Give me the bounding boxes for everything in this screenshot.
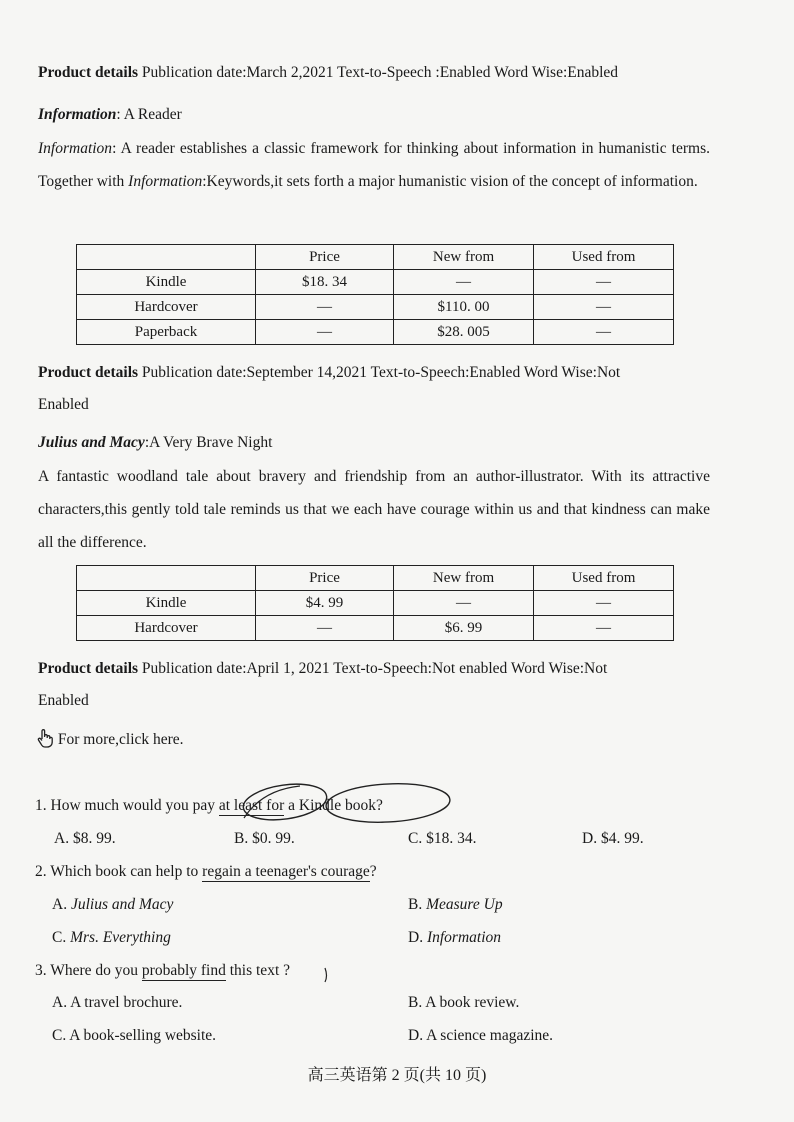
table-cell: Hardcover bbox=[77, 616, 256, 641]
price-table-julius-and-macy bbox=[76, 565, 674, 641]
option-letter: C. bbox=[52, 929, 67, 946]
option-3c[interactable]: C. A book-selling website. bbox=[52, 1027, 217, 1044]
desc-text-1: : A reader establishes a classic framework for thinking about information in humanistic terms. Together with bbox=[38, 140, 710, 190]
option-letter: D. bbox=[408, 929, 424, 946]
question-highlight: regain a teenager's courage bbox=[202, 863, 370, 880]
table-header: Price bbox=[256, 566, 394, 591]
pointing-hand-icon bbox=[36, 728, 54, 748]
option-2b[interactable] bbox=[408, 896, 503, 914]
table-header-row bbox=[77, 245, 674, 270]
more-link[interactable] bbox=[36, 728, 184, 749]
product-details-label: Product details bbox=[38, 64, 139, 81]
question-highlight: at least for bbox=[218, 797, 285, 814]
table-cell: — bbox=[256, 295, 394, 320]
option-2c[interactable] bbox=[52, 929, 171, 947]
product-details-2-cont: Enabled bbox=[38, 396, 89, 413]
question-stem-mid: a bbox=[284, 797, 299, 814]
question-2 bbox=[35, 863, 377, 881]
table-cell: — bbox=[394, 270, 534, 295]
product-details-2 bbox=[38, 364, 620, 382]
question-stem: 1. How much would you pay bbox=[35, 797, 219, 814]
question-1 bbox=[35, 797, 383, 815]
option-2a[interactable] bbox=[52, 896, 173, 914]
table-row bbox=[77, 270, 674, 295]
table-row bbox=[77, 320, 674, 345]
table-header: Used from bbox=[534, 566, 674, 591]
table-cell: — bbox=[534, 616, 674, 641]
table-header: New from bbox=[394, 566, 534, 591]
table-cell: $18. 34 bbox=[256, 270, 394, 295]
option-2d[interactable] bbox=[408, 929, 501, 947]
option-text: Julius and Macy bbox=[70, 896, 174, 913]
page-footer: 高三英语第 2 页(共 10 页) bbox=[307, 1067, 487, 1084]
question-stem: 2. Which book can help to bbox=[35, 863, 203, 880]
question-3 bbox=[35, 962, 290, 980]
table-cell: — bbox=[534, 270, 674, 295]
option-1c[interactable]: C. $18. 34. bbox=[408, 830, 477, 847]
table-header bbox=[77, 245, 256, 270]
desc-italic-2: Information bbox=[128, 173, 203, 190]
book-title-rest: : A Reader bbox=[116, 106, 182, 123]
table-row bbox=[77, 591, 674, 616]
product-details-label: Product details bbox=[38, 660, 139, 677]
more-link-text[interactable]: For more,click here. bbox=[57, 731, 184, 748]
book-title-label: Information bbox=[38, 106, 117, 123]
table-cell: — bbox=[534, 591, 674, 616]
table-row bbox=[77, 616, 674, 641]
option-1b[interactable]: B. $0. 99. bbox=[234, 830, 295, 847]
product-details-text: Publication date:April 1, 2021 Text-to-Speech:Not enabled Word Wise:Not bbox=[141, 660, 608, 677]
pen-stroke bbox=[325, 968, 327, 982]
option-letter: B. bbox=[408, 896, 423, 913]
question-stem-end: this text ? bbox=[225, 962, 291, 979]
table-cell: — bbox=[394, 591, 534, 616]
table-cell: $4. 99 bbox=[256, 591, 394, 616]
option-text: Information bbox=[426, 929, 502, 946]
table-cell: — bbox=[256, 320, 394, 345]
table-cell: — bbox=[534, 295, 674, 320]
table-cell: Hardcover bbox=[77, 295, 256, 320]
table-header bbox=[77, 566, 256, 591]
option-3a[interactable]: A. A travel brochure. bbox=[52, 994, 183, 1011]
table-cell: Kindle bbox=[77, 591, 256, 616]
table-cell: — bbox=[256, 616, 394, 641]
table-row bbox=[77, 295, 674, 320]
product-details-text: Publication date:March 2,2021 Text-to-Speech :Enabled Word Wise:Enabled bbox=[141, 64, 619, 81]
option-3b[interactable]: B. A book review. bbox=[408, 994, 520, 1011]
book-description-information bbox=[38, 132, 710, 198]
product-details-1 bbox=[38, 64, 618, 82]
option-3d[interactable]: D. A science magazine. bbox=[408, 1027, 554, 1044]
option-text: Mrs. Everything bbox=[70, 929, 171, 946]
product-details-label: Product details bbox=[38, 364, 139, 381]
product-details-text: Publication date:September 14,2021 Text-to-Speech:Enabled Word Wise:Not bbox=[141, 364, 621, 381]
table-header-row bbox=[77, 566, 674, 591]
table-header: Price bbox=[256, 245, 394, 270]
product-details-3 bbox=[38, 660, 607, 678]
table-cell: $110. 00 bbox=[394, 295, 534, 320]
question-highlight: probably find bbox=[141, 962, 226, 979]
table-cell: $6. 99 bbox=[394, 616, 534, 641]
table-cell: Paperback bbox=[77, 320, 256, 345]
question-stem-end: ? bbox=[369, 863, 377, 880]
book-title-rest: :A Very Brave Night bbox=[144, 434, 273, 451]
table-cell: Kindle bbox=[77, 270, 256, 295]
table-header: Used from bbox=[534, 245, 674, 270]
price-table-information bbox=[76, 244, 674, 345]
option-1a[interactable]: A. $8. 99. bbox=[54, 830, 116, 847]
book-title-information bbox=[38, 106, 182, 124]
book-title-julius-and-macy bbox=[38, 434, 272, 452]
option-letter: A. bbox=[52, 896, 68, 913]
book-description-julius-and-macy: A fantastic woodland tale about bravery and friendship from an author-illustrator. With its attractive characters,this gently told tale reminds us that we each have courage within us and that kindness can make all the difference. bbox=[38, 468, 710, 551]
table-cell: — bbox=[534, 320, 674, 345]
option-text: Measure Up bbox=[426, 896, 503, 913]
book-title-label: Julius and Macy bbox=[38, 434, 145, 451]
option-1d[interactable]: D. $4. 99. bbox=[582, 830, 644, 847]
table-header: New from bbox=[394, 245, 534, 270]
question-highlight: Kindle book? bbox=[298, 797, 383, 814]
desc-italic-1: Information bbox=[38, 140, 113, 157]
desc-text-2: :Keywords,it sets forth a major humanistic vision of the concept of information. bbox=[202, 173, 698, 190]
table-cell: $28. 005 bbox=[394, 320, 534, 345]
product-details-3-cont: Enabled bbox=[38, 692, 89, 709]
question-stem: 3. Where do you bbox=[35, 962, 142, 979]
